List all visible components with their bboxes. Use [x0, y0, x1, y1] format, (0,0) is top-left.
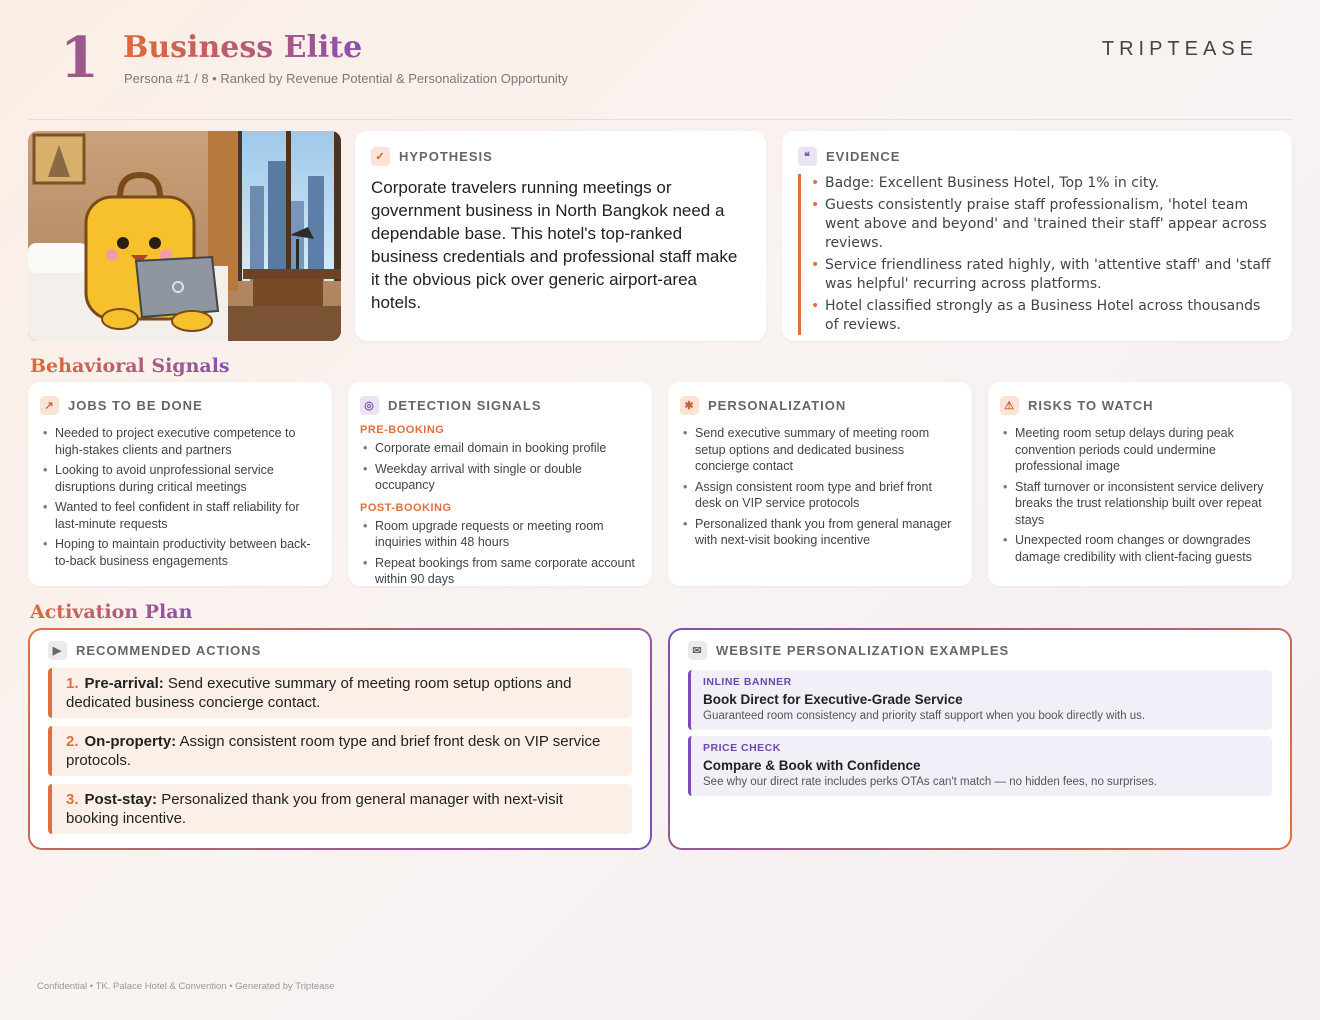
jobs-label: JOBS TO BE DONE: [68, 398, 203, 413]
jobs-to-be-done-card: [28, 382, 332, 586]
persona-illustration: [28, 131, 341, 341]
list-item: • Meeting room setup delays during peak convention periods could undermine professional image: [1000, 425, 1280, 475]
target-icon: ◎: [360, 396, 379, 415]
evidence-list: [798, 174, 1276, 335]
website-personalization-card: [668, 628, 1292, 850]
evidence-item: • Hotel classified strongly as a Business Hotel across thousands of reviews.: [825, 297, 1276, 335]
header-divider: [28, 119, 1292, 120]
checkmark-icon: ✓: [371, 147, 390, 166]
list-item: • Hoping to maintain productivity between back-to-back business engagements: [40, 536, 320, 569]
footer: Confidential • TK. Palace Hotel & Convention • Generated by Triptease: [37, 981, 335, 992]
list-item: • Looking to avoid unprofessional service disruptions during critical meetings: [40, 462, 320, 495]
evidence-card: [782, 131, 1292, 341]
hypothesis-label: HYPOTHESIS: [399, 149, 493, 164]
list-item: • Room upgrade requests or meeting room inquiries within 48 hours: [360, 518, 640, 551]
price-check-example: PRICE CHECK Compare & Book with Confidence See why our direct rate includes perks OTAs can't match — no hidden fees, no surprises.: [688, 736, 1272, 796]
hypothesis-text: Corporate travelers running meetings or government business in North Bangkok need a dependable base. This hotel's top-ranked business credentials and professional staff make it the obvious pick over generic airport-area hotels.: [371, 178, 738, 312]
risks-label: RISKS TO WATCH: [1028, 398, 1154, 413]
action-step: 3. Post-stay: Personalized thank you from general manager with next-visit booking incentive.: [48, 784, 632, 834]
detection-label: DETECTION SIGNALS: [388, 398, 542, 413]
personalization-label: PERSONALIZATION: [708, 398, 847, 413]
detection-signals-card: [348, 382, 652, 586]
list-item: • Weekday arrival with single or double occupancy: [360, 461, 640, 494]
personalization-card: [668, 382, 972, 586]
brand-logo: TRIPTEASE: [1101, 38, 1258, 60]
list-item: • Corporate email domain in booking profile: [360, 440, 640, 457]
list-item: • Needed to project executive competence to high-stakes clients and partners: [40, 425, 320, 458]
pre-booking-label: PRE-BOOKING: [360, 424, 445, 436]
recommended-actions-card: [28, 628, 652, 850]
trend-arrow-icon: ↗: [40, 396, 59, 415]
post-booking-label: POST-BOOKING: [360, 501, 452, 514]
action-step: 2. On-property: Assign consistent room type and brief front desk on VIP service protocols.: [48, 726, 632, 776]
behavioral-signals-heading: Behavioral Signals: [30, 355, 230, 377]
evidence-item: • Guests consistently praise staff professionalism, 'hotel team went above and beyond' and 'trained their staff' appear across reviews.: [825, 196, 1276, 253]
persona-title: Business Elite: [123, 30, 363, 65]
persona-subtitle: Persona #1 / 8 • Ranked by Revenue Potential & Personalization Opportunity: [124, 71, 568, 86]
hypothesis-card: [355, 131, 766, 341]
action-step: 1. Pre-arrival: Send executive summary of meeting room setup options and dedicated business concierge contact.: [48, 668, 632, 718]
list-item: • Wanted to feel confident in staff reliability for last-minute requests: [40, 499, 320, 532]
list-item: • Assign consistent room type and brief front desk on VIP service protocols: [680, 479, 960, 512]
inline-banner-example: INLINE BANNER Book Direct for Executive-Grade Service Guaranteed room consistency and priority staff support when you book directly with us.: [688, 670, 1272, 730]
quote-icon: ❝: [798, 147, 817, 166]
list-item: • Unexpected room changes or downgrades damage credibility with client-facing guests: [1000, 532, 1280, 565]
warning-icon: ⚠: [1000, 396, 1019, 415]
evidence-item: • Badge: Excellent Business Hotel, Top 1% in city.: [825, 174, 1276, 193]
risks-card: [988, 382, 1292, 586]
activation-plan-heading: Activation Plan: [30, 601, 193, 623]
persona-rank: 1: [60, 25, 99, 91]
actions-label: RECOMMENDED ACTIONS: [76, 643, 262, 658]
list-item: • Personalized thank you from general manager with next-visit booking incentive: [680, 516, 960, 549]
list-item: • Repeat bookings from same corporate account within 90 days: [360, 555, 640, 588]
list-item: • Staff turnover or inconsistent service delivery breaks the trust relationship built over repeat stays: [1000, 479, 1280, 529]
list-item: • Send executive summary of meeting room setup options and dedicated business concierge contact: [680, 425, 960, 475]
evidence-item: • Service friendliness rated highly, with 'attentive staff' and 'staff was helpful' recurring across platforms.: [825, 256, 1276, 294]
website-label: WEBSITE PERSONALIZATION EXAMPLES: [716, 643, 1010, 658]
evidence-label: EVIDENCE: [826, 149, 901, 164]
play-icon: ▶: [48, 641, 67, 660]
envelope-icon: ✉: [688, 641, 707, 660]
sparkle-icon: ✱: [680, 396, 699, 415]
